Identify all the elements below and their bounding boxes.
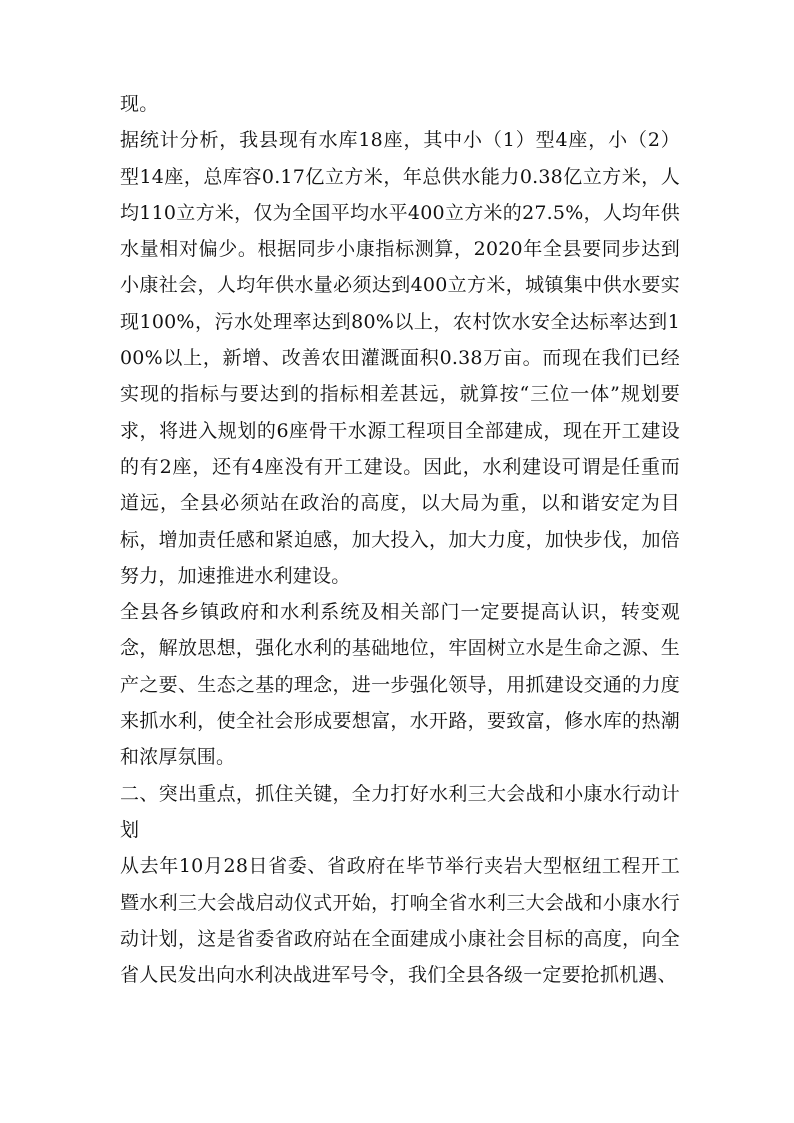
section-heading: 二、突出重点，抓住关键，全力打好水利三大会战和小康水行动计划 <box>120 782 680 841</box>
paragraph-continuation: 现。 <box>120 93 159 115</box>
paragraph-campaign: 从去年10月28日省委、省政府在毕节举行夹岩大型枢纽工程开工暨水利三大会战启动仪式开始，打响全省水利三大会战和小康水行动计划，这是省委省政府站在全面建成小康社会目标的高度，向全省人民发出向水利决战进军号令，我们全县各级一定要抢抓机遇、 <box>120 855 680 987</box>
paragraph-reservoir-statistics: 据统计分析，我县现有水库18座，其中小（1）型4座，小（2）型14座，总库容0.17亿立方米，年总供水能力0.38亿立方米，人均110立方米，仅为全国平均水平400立方米的27.5%，人均年供水量相对偏少。根据同步小康指标测算，2020年全县要同步达到小康社会，人均年供水量必须达到400立方米，城镇集中供水要实现100%，污水处理率达到80%以上，农村饮水安全达标率达到100%以上，新增、改善农田灌溉面积0.38万亩。而现在我们已经实现的指标与要达到的指标相差甚远，就算按“三位一体”规划要求，将进入规划的6座骨干水源工程项目全部建成，现在开工建设的有2座，还有4座没有开工建设。因此，水利建设可谓是任重而道远，全县必须站在政治的高度，以大局为重，以和谐安定为目标，增加责任感和紧迫感，加大投入，加大力度，加快步伐，加倍努力，加速推进水利建设。 <box>120 129 680 587</box>
document-body <box>120 86 680 993</box>
paragraph-awareness: 全县各乡镇政府和水利系统及相关部门一定要提高认识，转变观念，解放思想，强化水利的基础地位，牢固树立水是生命之源、生产之要、生态之基的理念，进一步强化领导，用抓建设交通的力度来抓水利，使全社会形成要想富，水开路，要致富，修水库的热潮和浓厚氛围。 <box>120 601 680 769</box>
